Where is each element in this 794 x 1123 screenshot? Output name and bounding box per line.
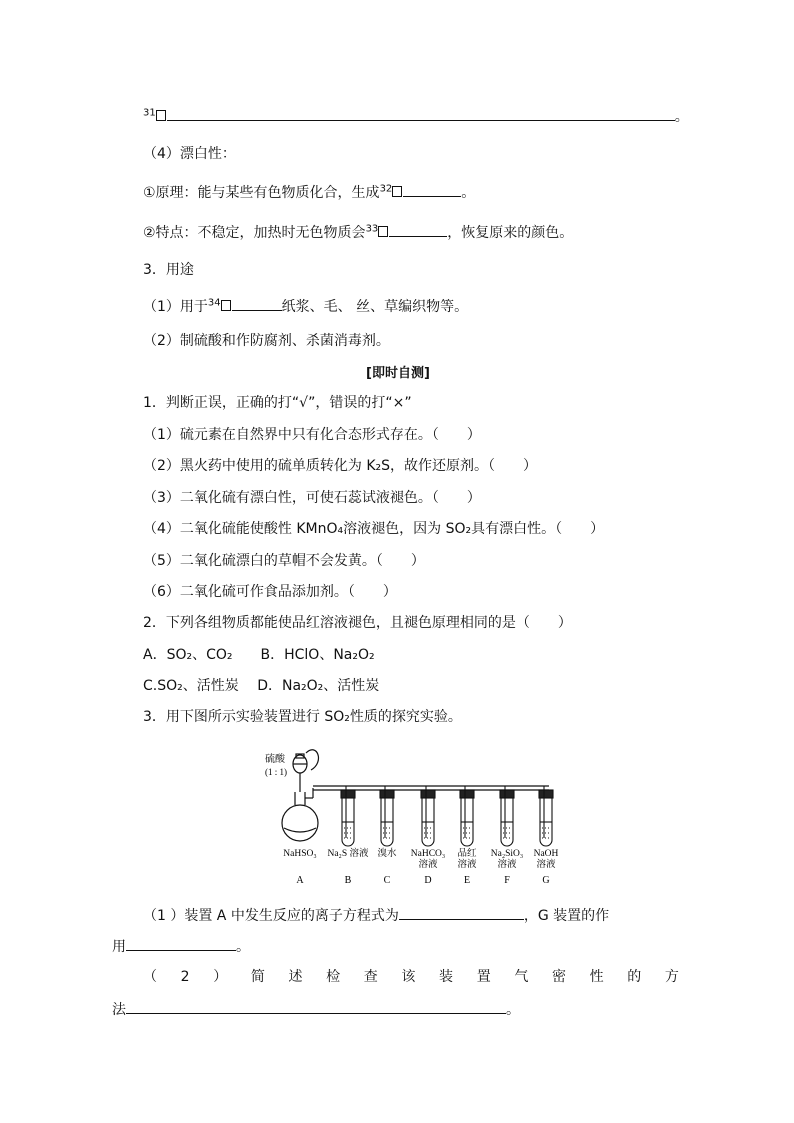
tube-reagent-label: 品红 (457, 849, 477, 859)
tube-reagent-label: 溶液 (536, 860, 556, 870)
q1-item: （6）二氧化硫可作食品添加剂。（ ） (143, 584, 397, 600)
q1-item: （1）硫元素在自然界中只有化合态形式存在。（ ） (143, 427, 481, 443)
q3-sub2-char: 密 (551, 969, 566, 985)
q3-sub2-char: 性 (589, 969, 604, 985)
tube-letter: A (296, 875, 304, 886)
q3-sub2-char: 置 (476, 969, 491, 985)
funnel-ratio: (1 : 1) (265, 767, 287, 777)
answer-blank-32[interactable] (403, 182, 461, 197)
q3-sub2-char: 2 (180, 969, 190, 985)
answer-blank-ion-equation[interactable] (399, 905, 524, 920)
q1-item: （2）黑火药中使用的硫单质转化为 K₂S，故作还原剂。（ ） (143, 458, 538, 474)
q3-sub1-cont: 用 。 (112, 936, 250, 956)
tube-letter: C (383, 875, 391, 886)
q1-item: （4）二氧化硫能使酸性 KMnO₄溶液褪色，因为 SO₂具有漂白性。（ ） (143, 521, 605, 537)
flask-body (282, 805, 318, 841)
use-heading: 3．用途 (143, 262, 194, 278)
bleach-principle: ①原理：能与某些有色物质化合，生成$^{32}$ 。 (143, 183, 476, 201)
tube-reagent-label: Na₂S 溶液 (327, 849, 369, 859)
blank-31-line: $^{31}$ 。 (143, 107, 689, 125)
tube-letter: B (344, 875, 352, 886)
tube-letter: G (542, 875, 550, 886)
tube-letter: D (424, 875, 432, 886)
blank-number: 34 (207, 297, 221, 309)
tube-letter: E (463, 875, 471, 886)
tube-reagent-label: NaOH (533, 849, 559, 859)
test-tube-g (539, 786, 553, 846)
q3-sub2-char: ） (213, 969, 228, 985)
q3-sub2-char: 气 (514, 969, 529, 985)
tube-reagent-label: 溶液 (457, 860, 477, 870)
blank-number: 33 (365, 223, 379, 235)
answer-blank-33[interactable] (389, 222, 447, 237)
q3-sub1: （1 ）装置 A 中发生反应的离子方程式为 ，G 装置的作 (143, 905, 609, 925)
test-tube-d (421, 786, 435, 846)
bleach-heading: （4）漂白性： (143, 146, 236, 162)
answer-blank-31[interactable] (167, 106, 675, 121)
funnel-label: 硫酸 (265, 754, 285, 765)
q3-sub2-char: 该 (401, 969, 416, 985)
q1-item: （3）二氧化硫有漂白性，可使石蕊试液褪色。（ ） (143, 490, 481, 506)
test-tube-e (460, 786, 474, 846)
q1-item: （5）二氧化硫漂白的草帽不会发黄。（ ） (143, 553, 425, 569)
tube-reagent-label: 溶液 (497, 860, 517, 870)
q3-sub2 (143, 968, 679, 986)
tube-reagent-label: 溴水 (377, 849, 397, 859)
use-item-1: （1）用于$^{34}$ 纸浆、毛、 丝、草编织物等。 (143, 297, 469, 315)
q2-options-ab: A．SO₂、CO₂ B．HClO、Na₂O₂ (143, 647, 375, 663)
tube-reagent-label: NaHCO₃ (410, 849, 446, 859)
test-tube-b (341, 786, 355, 846)
blank-number: 32 (379, 183, 393, 195)
tube-reagent-label: NaHSO₃ (283, 849, 317, 859)
q3-sub2-char: 简 (250, 969, 265, 985)
q2-options-cd: C.SO₂、活性炭 D．Na₂O₂、活性炭 (143, 678, 380, 694)
q3-sub2-char: 方 (664, 969, 679, 985)
q3-stem: 3．用下图所示实验装置进行 SO₂性质的探究实验。 (143, 709, 462, 725)
q3-sub2-cont: 法 。 (112, 999, 520, 1019)
q3-sub2-char: 查 (363, 969, 378, 985)
blank-number: 31 (143, 107, 156, 119)
tube-reagent-label: 溶液 (418, 860, 438, 870)
answer-blank-34[interactable] (232, 296, 282, 311)
section-title: [即时自测] (366, 366, 430, 381)
q3-sub2-char: 述 (288, 969, 303, 985)
bleach-feature: ②特点：不稳定，加热时无色物质会$^{33}$ ，恢复原来的颜色。 (143, 223, 574, 241)
q3-sub2-char: 的 (627, 969, 642, 985)
answer-blank-airtight-method[interactable] (126, 999, 506, 1014)
apparatus-diagram (265, 740, 565, 888)
q3-sub2-char: （ (143, 969, 157, 985)
q2-stem: 2．下列各组物质都能使品红溶液褪色，且褪色原理相同的是（ ） (143, 615, 572, 631)
q3-sub2-char: 检 (326, 969, 341, 985)
test-tube-c (380, 786, 394, 846)
blank-box-icon (378, 226, 388, 237)
q3-sub2-char: 装 (439, 969, 454, 985)
test-tube-f (500, 786, 514, 846)
tube-letter: F (504, 875, 510, 886)
blank-box-icon (156, 110, 166, 121)
tube-reagent-label: Na₂SiO₃ (490, 849, 524, 859)
blank-box-icon (392, 186, 402, 197)
use-item-2: （2）制硫酸和作防腐剂、杀菌消毒剂。 (143, 333, 390, 349)
blank-box-icon (221, 300, 231, 311)
answer-blank-g-function[interactable] (126, 936, 236, 951)
q1-stem: 1．判断正误，正确的打“√”，错误的打“×” (143, 395, 412, 411)
